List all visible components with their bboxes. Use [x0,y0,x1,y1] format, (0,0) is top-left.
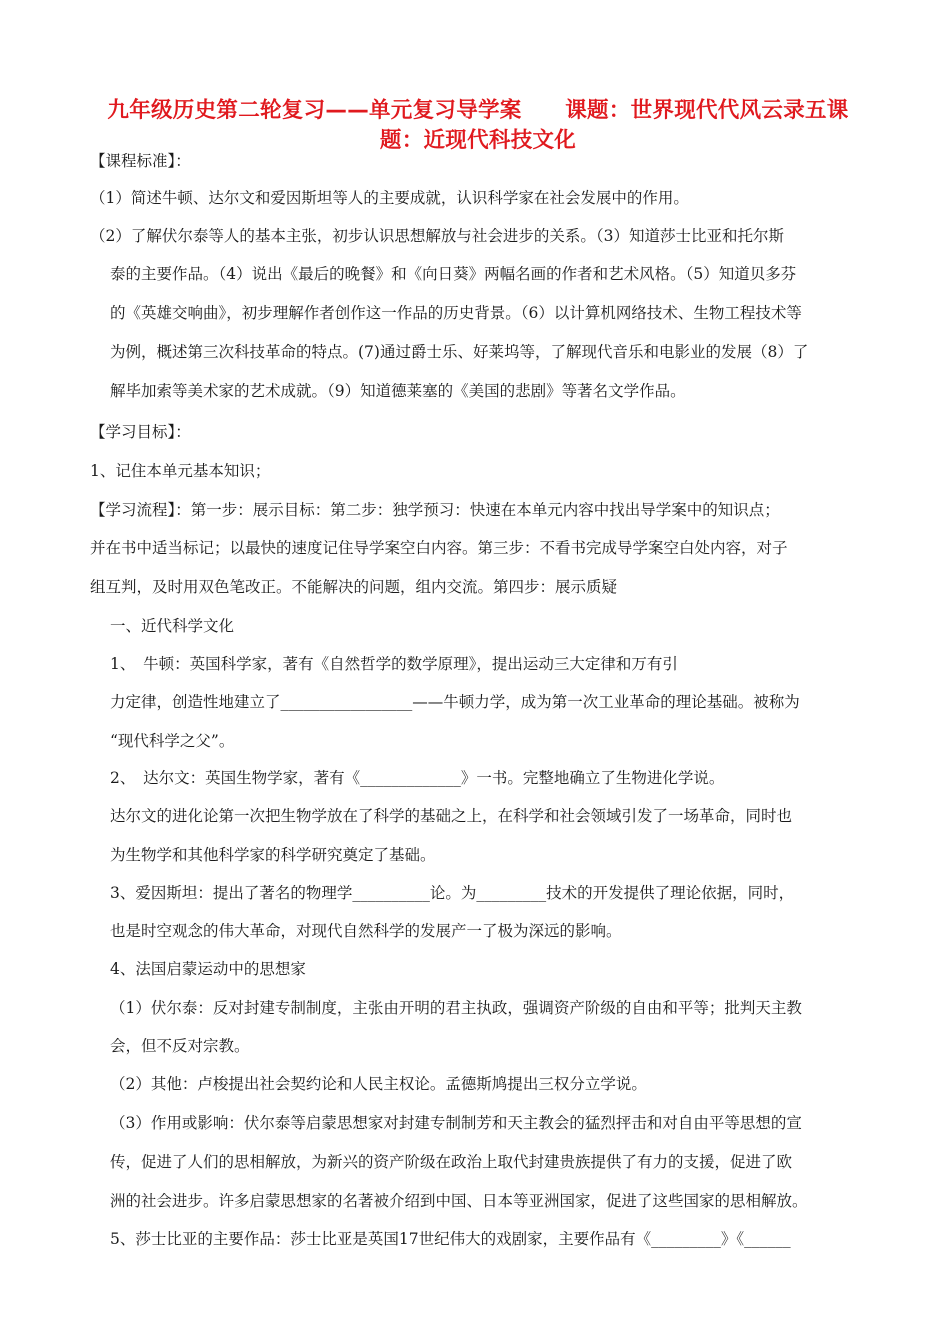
paragraph-line: （1）简述牛顿、达尔文和爱因斯坦等人的主要成就，认识科学家在社会发展中的作用。 [90,189,689,207]
paragraph-line: 洲的社会进步。许多启蒙思想家的名著被介绍到中国、日本等亚洲国家，促进了这些国家的思相解放。 [110,1192,808,1210]
paragraph-line: 会，但不反对宗教。 [110,1037,250,1055]
paragraph-line: 4、法国启蒙运动中的思想家 [110,960,306,978]
paragraph-line: 5、莎士比亚的主要作品：莎士比亚是英国17世纪伟大的戏剧家，主要作品有《_________》《______ [110,1230,791,1248]
section-heading-curriculum: 【课程标准】： [90,152,191,170]
paragraph-line: （1）伏尔泰：反对封建专制制度，主张由开明的君主执政，强调资产阶级的自由和平等；批判天主教 [110,999,802,1017]
document-title: 九年级历史第二轮复习——单元复习导学案 课题：世界现代代风云录五课题：近现代科技文化 [107,98,849,153]
paragraph-line: 1、记住本单元基本知识； [90,462,271,480]
paragraph-line: 力定律，创造性地建立了_________________——牛顿力学，成为第一次工业革命的理论基础。被称为 [110,693,800,711]
paragraph-line: “现代科学之父”。 [110,732,235,750]
paragraph-line: 并在书中适当标记；以最快的速度记住导学案空白内容。第三步：不看书完成导学案空白处内容，对子 [90,539,788,557]
paragraph-line: （2）其他：卢梭提出社会契约论和人民主权论。孟德斯鸠提出三权分立学说。 [110,1075,647,1093]
paragraph-line: 传，促进了人们的思相解放，为新兴的资产阶级在政治上取代封建贵族提供了有力的支援，促进了欧 [110,1153,793,1171]
paragraph-line: 组互判，及时用双色笔改正。不能解决的问题，组内交流。第四步：展示质疑 [90,578,618,596]
paragraph-line: 2、 达尔文：英国生物学家，著有《_____________》一书。完整地确立了生物进化学说。 [110,769,725,787]
paragraph-line: 1、 牛顿：英国科学家，著有《自然哲学的数学原理》，提出运动三大定律和万有引 [110,655,678,673]
paragraph-line: 泰的主要作品。（4）说出《最后的晚餐》和《向日葵》两幅名画的作者和艺术风格。（5）知道贝多芬 [110,265,797,283]
section-heading-modern-science: 一、近代科学文化 [110,617,235,635]
paragraph-line: 为生物学和其他科学家的科学研究奠定了基础。 [110,846,436,864]
paragraph-line: （3）作用或影响：伏尔泰等启蒙思想家对封建专制制芳和天主教会的猛烈抨击和对自由平等思想的宣 [110,1114,802,1132]
paragraph-line: 3、爱因斯坦：提出了著名的物理学__________论。为_________技术的开发提供了理论依据，同时， [110,884,795,902]
section-heading-goals: 【学习目标】： [90,423,191,441]
paragraph-line: （2）了解伏尔泰等人的基本主张，初步认识思想解放与社会进步的关系。（3）知道莎士比亚和托尔斯 [90,227,784,245]
paragraph-line: 为例，概述第三次科技革命的特点。(7)通过爵士乐、好莱坞等，了解现代音乐和电影业的发展（8）了 [110,343,809,361]
paragraph-line: 达尔文的进化论第一次把生物学放在了科学的基础之上，在科学和社会领域引发了一场革命，同时也 [110,807,793,825]
paragraph-line: 解毕加索等美术家的艺术成就。（9）知道德莱塞的《美国的悲剧》等著名文学作品。 [110,382,686,400]
paragraph-line: 也是时空观念的伟大革命，对现代自然科学的发展产一了极为深远的影响。 [110,922,622,940]
paragraph-line: 的《英雄交响曲》，初步理解作者创作这一作品的历史背景。（6）以计算机网络技术、生物工程技术等 [110,304,802,322]
section-heading-process: 【学习流程】：第一步：展示目标：第二步：独学预习：快速在本单元内容中找出导学案中的知识点； [90,501,780,519]
